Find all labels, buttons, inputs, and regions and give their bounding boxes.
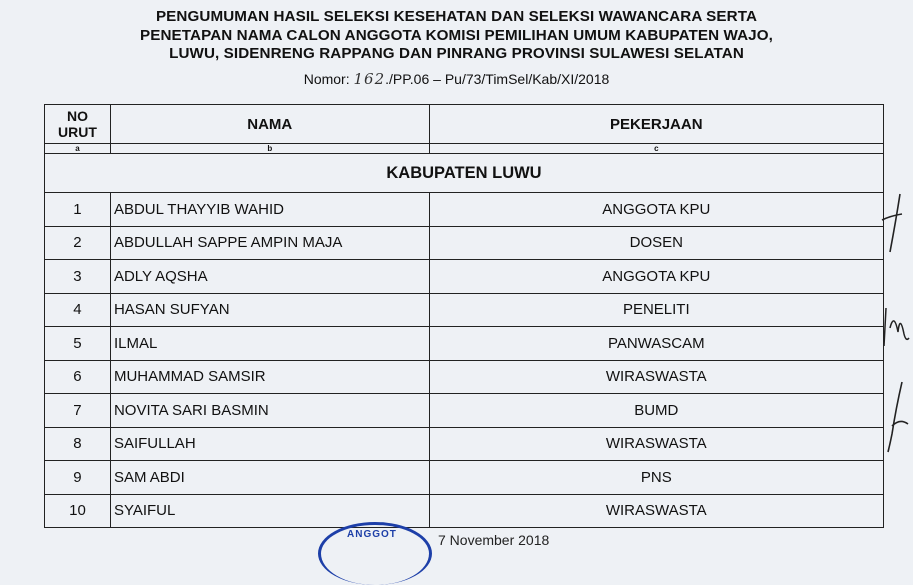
row-no: 5 [45, 327, 111, 361]
official-stamp [318, 522, 432, 585]
row-pekerjaan: DOSEN [429, 226, 883, 260]
row-pekerjaan: WIRASWASTA [429, 427, 883, 461]
subheader-c: c [429, 144, 883, 154]
subheader-b: b [110, 144, 429, 154]
row-no: 6 [45, 360, 111, 394]
document-number [0, 70, 913, 88]
row-pekerjaan: PANWASCAM [429, 327, 883, 361]
table-row [45, 193, 884, 227]
signature-mark-1 [876, 190, 906, 265]
header-pekerjaan: PEKERJAAN [429, 105, 883, 144]
title-line-1: PENGUMUMAN HASIL SELEKSI KESEHATAN DAN SELEKSI WAWANCARA SERTA [155, 8, 758, 25]
row-no: 3 [45, 260, 111, 294]
nomor-handwritten: 162 [353, 70, 386, 88]
nomor-label: Nomor: [303, 71, 350, 87]
table-row [45, 327, 884, 361]
row-no: 7 [45, 394, 111, 428]
table-row [45, 394, 884, 428]
header-nama: NAMA [110, 105, 429, 144]
candidate-table [44, 104, 884, 528]
table-row [45, 427, 884, 461]
header-no-urut: NO URUT [45, 105, 111, 144]
region-label: KABUPATEN LUWU [45, 154, 884, 193]
table-row [45, 260, 884, 294]
row-no: 9 [45, 461, 111, 495]
title-line-3: LUWU, SIDENRENG RAPPANG DAN PINRANG PROVINSI SULAWESI SELATAN [169, 45, 744, 62]
table-row [45, 461, 884, 495]
row-nama: MUHAMMAD SAMSIR [110, 360, 429, 394]
row-pekerjaan: PENELITI [429, 293, 883, 327]
table-row [45, 360, 884, 394]
nomor-suffix: ./PP.06 – Pu/73/TimSel/Kab/XI/2018 [385, 71, 610, 87]
signature-mark-2 [880, 298, 912, 358]
table-subheader-row [45, 144, 884, 154]
row-nama: SYAIFUL [110, 494, 429, 528]
row-pekerjaan: WIRASWASTA [429, 494, 883, 528]
row-nama: ABDUL THAYYIB WAHID [110, 193, 429, 227]
row-nama: SAIFULLAH [110, 427, 429, 461]
row-nama: NOVITA SARI BASMIN [110, 394, 429, 428]
row-pekerjaan: PNS [429, 461, 883, 495]
row-pekerjaan: WIRASWASTA [429, 360, 883, 394]
title-line-2: PENETAPAN NAMA CALON ANGGOTA KOMISI PEMILIHAN UMUM KABUPATEN WAJO, [140, 26, 773, 44]
row-pekerjaan: ANGGOTA KPU [429, 193, 883, 227]
stamp-text: ANGGOT [347, 529, 397, 540]
table-row [45, 293, 884, 327]
row-no: 4 [45, 293, 111, 327]
row-nama: ILMAL [110, 327, 429, 361]
table-row [45, 226, 884, 260]
row-no: 1 [45, 193, 111, 227]
table-row [45, 494, 884, 528]
signing-date: 7 November 2018 [438, 532, 550, 548]
row-no: 2 [45, 226, 111, 260]
row-pekerjaan: BUMD [429, 394, 883, 428]
region-row [45, 154, 884, 193]
row-nama: ABDULLAH SAPPE AMPIN MAJA [110, 226, 429, 260]
row-nama: ADLY AQSHA [110, 260, 429, 294]
row-nama: SAM ABDI [110, 461, 429, 495]
row-no: 10 [45, 494, 111, 528]
table-header-row [45, 105, 884, 144]
row-no: 8 [45, 427, 111, 461]
signature-mark-3 [880, 378, 912, 458]
document-title [0, 8, 913, 64]
row-nama: HASAN SUFYAN [110, 293, 429, 327]
row-pekerjaan: ANGGOTA KPU [429, 260, 883, 294]
subheader-a: a [45, 144, 111, 154]
